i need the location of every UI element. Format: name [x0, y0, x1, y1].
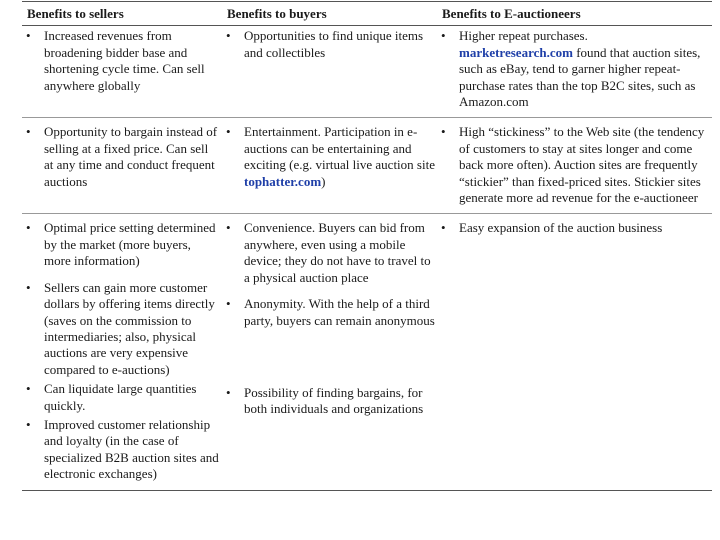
list-item: • Anonymity. With the help of a third party, buyers can remain anonymous: [222, 296, 435, 329]
list-item: • Increased revenues from broadening bidder base and shortening cycle time. Can sell anywhere globally: [22, 28, 220, 94]
list-item: • Opportunity to bargain instead of selling at a fixed price. Can sell at any time and conduct frequent auctions: [22, 124, 220, 190]
benefits-table: [22, 1, 712, 491]
list-item: • Easy expansion of the auction business: [437, 220, 710, 236]
table-header-row: [22, 2, 712, 26]
list-item: • High “stickiness” to the Web site (the tendency of customers to stay at sites longer and come back more often). Auction sites are frequently “stickier” than fixed-priced sites. Stickier sites generate more ad revenue for the e-auctioneer: [437, 124, 710, 206]
sellers-cell: [22, 218, 222, 490]
list-item: • Sellers can gain more customer dollars by offering items directly (saves on the commission to intermediaries; also, physical auctions are very expensive compared to e-auctions): [22, 280, 220, 378]
table-row: [22, 26, 712, 118]
list-item: • Convenience. Buyers can bid from anywhere, even using a mobile device; they do not have to travel to a physical auction place: [222, 220, 435, 286]
list-item: • Optimal price setting determined by the market (more buyers, more information): [22, 220, 220, 269]
list-item: • Improved customer relationship and loyalty (in the case of specialized B2B auction sites and electronic exchanges): [22, 417, 220, 483]
buyers-cell: [222, 218, 437, 490]
item-text: Entertainment. Participation in e-auctions can be entertaining and exciting (e.g. virtual live auction site: [244, 124, 435, 173]
auctioneers-cell: [437, 26, 712, 118]
buyers-cell: [222, 26, 437, 118]
tophatter-link[interactable]: tophatter.com: [244, 173, 322, 189]
buyers-cell: [222, 122, 437, 214]
list-item: • Possibility of finding bargains, for both individuals and organizations: [222, 385, 435, 418]
sellers-cell: [22, 26, 222, 118]
marketresearch-link[interactable]: marketresearch.com: [459, 44, 573, 60]
header-buyers: Benefits to buyers: [222, 2, 437, 26]
item-text: found that auction sites, such as eBay, tend to garner higher repeat-purchase rates than the top B2C sites, such as Amazon.com: [459, 44, 701, 110]
table-row: [22, 122, 712, 214]
header-sellers: Benefits to sellers: [22, 2, 222, 26]
item-text: ): [321, 173, 326, 189]
list-item: [437, 28, 710, 110]
sellers-cell: [22, 122, 222, 214]
list-item: • Opportunities to find unique items and collectibles: [222, 28, 435, 61]
auctioneers-cell: [437, 122, 712, 214]
list-item: • Can liquidate large quantities quickly.: [22, 381, 220, 414]
auctioneers-cell: [437, 218, 712, 490]
item-text: Higher repeat purchases.: [459, 28, 588, 44]
table-row: [22, 218, 712, 490]
header-auctioneers: Benefits to E-auctioneers: [437, 2, 712, 26]
list-item: [222, 124, 435, 190]
